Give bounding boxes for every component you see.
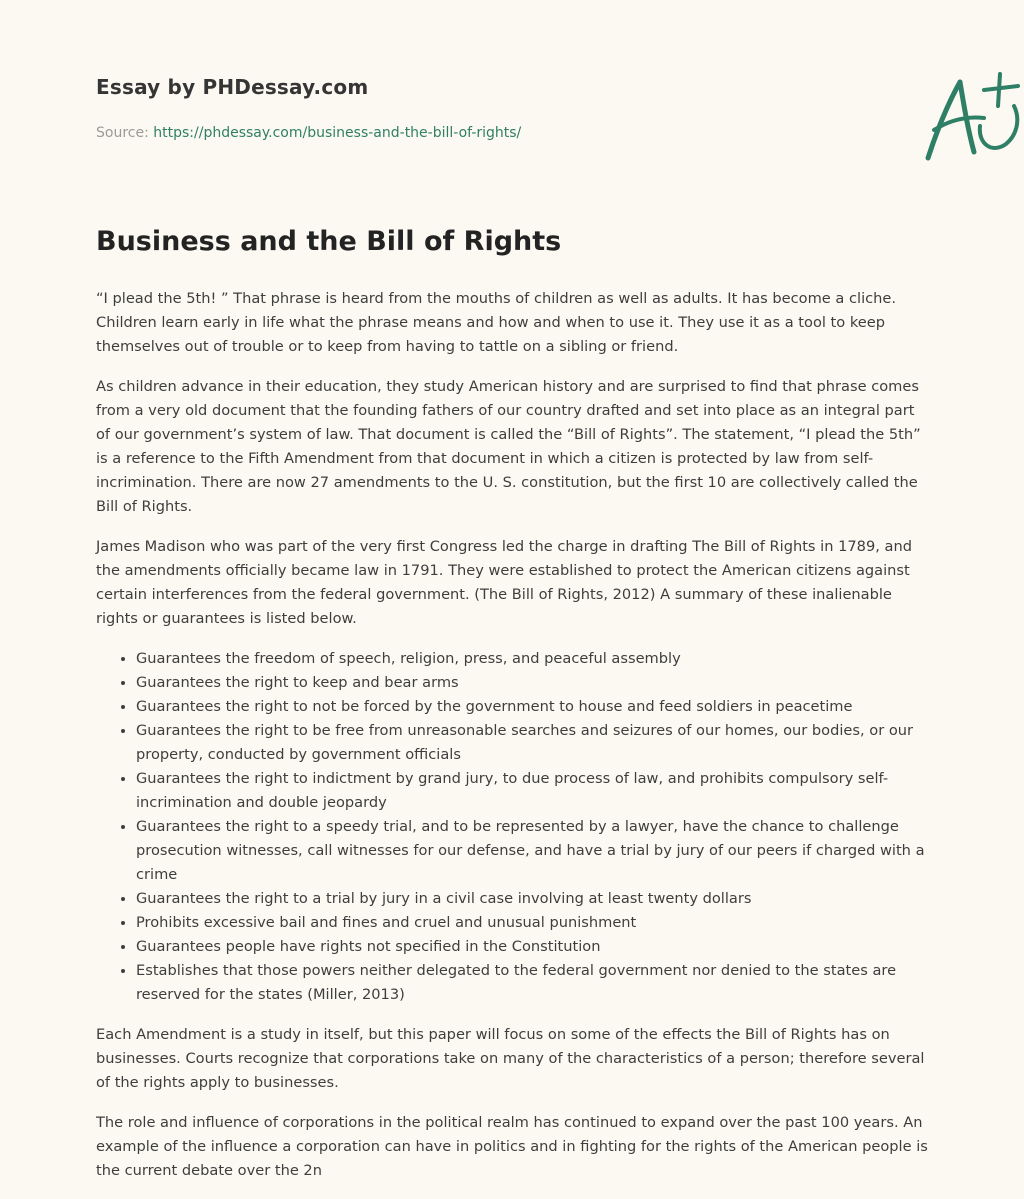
paragraph-1: “I plead the 5th! ” That phrase is heard from the mouths of children as well as adults. It has become a cliche. Children learn early in life what the phrase means and how and when to use it. They use it as a tool to keep themselves out of trouble or to keep from having to tattle on a sibling or friend.	[96, 290, 897, 355]
list-item: • Guarantees the right to keep and bear arms	[136, 671, 928, 695]
list-item: • Guarantees the right to not be forced by the government to house and feed soldiers in peacetime	[136, 695, 928, 719]
list-item: • Guarantees the freedom of speech, religion, press, and peaceful assembly	[136, 647, 928, 671]
essay-body	[96, 287, 928, 1199]
source-link[interactable]: https://phdessay.com/business-and-the-bill-of-rights/	[153, 125, 522, 141]
paragraph-5: The role and influence of corporations in the political realm has continued to expand over the past 100 years. An example of the influence a corporation can have in politics and in fighting for the rights of the American people is the current debate over the 2n	[96, 1114, 928, 1179]
list-item: • Establishes that those powers neither delegated to the federal government nor denied to the states are reserved for the states (Miller, 2013)	[136, 959, 928, 1007]
source-line	[96, 125, 521, 141]
list-item: • Guarantees the right to indictment by grand jury, to due process of law, and prohibits compulsory self-incrimination and double jeopardy	[136, 767, 928, 815]
paragraph-4: Each Amendment is a study in itself, but this paper will focus on some of the effects the Bill of Rights has on businesses. Courts recognize that corporations take on many of the characteristics of a person; therefore several of the rights apply to businesses.	[96, 1026, 925, 1091]
list-item: • Guarantees the right to a trial by jury in a civil case involving at least twenty dollars	[136, 887, 928, 911]
list-item: • Guarantees the right to be free from unreasonable searches and seizures of our homes, our bodies, or our property, conducted by government officials	[136, 719, 928, 767]
rights-list	[96, 647, 928, 1007]
list-item: • Prohibits excessive bail and fines and cruel and unusual punishment	[136, 911, 928, 935]
site-brand: Essay by PHDessay.com	[96, 75, 369, 99]
a-plus-logo-icon	[918, 68, 1024, 168]
source-label: Source:	[96, 125, 154, 141]
essay-title: Business and the Bill of Rights	[96, 226, 562, 257]
list-item: • Guarantees the right to a speedy trial, and to be represented by a lawyer, have the chance to challenge prosecution witnesses, call witnesses for our defense, and have a trial by jury of our peers if charged with a crime	[136, 815, 928, 887]
list-item: • Guarantees people have rights not specified in the Constitution	[136, 935, 928, 959]
paragraph-3: James Madison who was part of the very first Congress led the charge in drafting The Bill of Rights in 1789, and the amendments officially became law in 1791. They were established to protect the American citizens against certain interferences from the federal government. (The Bill of Rights, 2012) A summary of these inalienable rights or guarantees is listed below.	[96, 538, 912, 627]
paragraph-2: As children advance in their education, they study American history and are surprised to find that phrase comes from a very old document that the founding fathers of our country drafted and set into place as an integral part of our government’s system of law. That document is called the “Bill of Rights”. The statement, “I plead the 5th” is a reference to the Fifth Amendment from that document in which a citizen is protected by law from self-incrimination. There are now 27 amendments to the U. S. constitution, but the first 10 are collectively called the Bill of Rights.	[96, 378, 921, 515]
